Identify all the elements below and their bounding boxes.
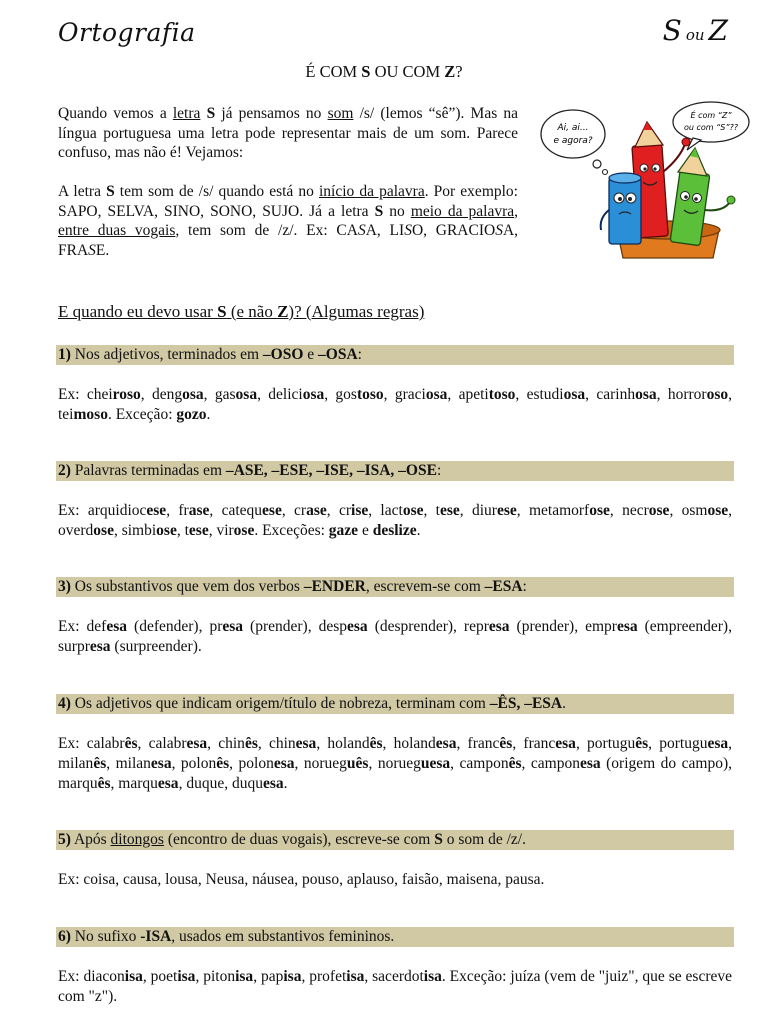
example-text: , franc bbox=[456, 735, 500, 752]
header-s-ou-z bbox=[663, 14, 728, 47]
underlined-som: som bbox=[327, 105, 354, 122]
example-bold-ending: ose bbox=[648, 502, 670, 519]
text: (encontro de duas vogais), escreve-se com bbox=[163, 831, 435, 848]
example-text: , vir bbox=[208, 522, 234, 539]
example-bold-ending: esa bbox=[262, 775, 284, 792]
example-text: (defender), pr bbox=[127, 618, 223, 635]
rule-4-examples bbox=[58, 734, 732, 794]
text: no bbox=[383, 202, 411, 220]
bold-suffix: –OSO bbox=[262, 346, 304, 363]
title-mid: OU COM bbox=[370, 62, 445, 81]
example-text: (prender), desp bbox=[243, 618, 348, 635]
example-bold-ending: ês bbox=[244, 735, 258, 752]
underlined-ditongos: ditongos bbox=[110, 831, 164, 848]
example-text: , catequ bbox=[209, 502, 263, 519]
example-text: , t bbox=[176, 522, 189, 539]
example-text: . Exceção: bbox=[107, 406, 177, 423]
example-text: , chin bbox=[207, 735, 245, 752]
rule-3-heading bbox=[56, 577, 734, 597]
example-bold-ending: esa bbox=[555, 735, 576, 752]
example-text: , osm bbox=[669, 502, 708, 519]
bold-suffix: –OSA bbox=[318, 346, 358, 363]
title-prefix: É COM bbox=[305, 62, 362, 81]
text: E. bbox=[95, 241, 110, 259]
example-text: . bbox=[416, 522, 421, 539]
rule-1-heading bbox=[56, 345, 734, 365]
text: já pensamos no bbox=[215, 105, 328, 122]
bubble-left-line-2: e agora? bbox=[553, 136, 593, 146]
rule-number: 4) bbox=[58, 695, 71, 712]
text: A letra bbox=[58, 183, 107, 200]
bold-s: S bbox=[206, 105, 216, 122]
example-bold-ending: ese bbox=[496, 502, 517, 519]
speech-bubble-right bbox=[673, 102, 749, 142]
example-bold-ending: ese bbox=[188, 522, 209, 539]
underlined-inicio: início da palavra bbox=[319, 183, 425, 200]
italic-s: S bbox=[88, 241, 96, 259]
text: /s/ (lemos “sê”). Mas na língua portuguesa uma letra pode representar mais de um som. Parece confuso, mas não é! Vejamos: bbox=[58, 105, 518, 161]
example-bold-ending: uês bbox=[346, 755, 369, 772]
example-bold-ending: osa bbox=[235, 386, 258, 403]
example-bold-ending: isa bbox=[283, 968, 302, 985]
example-bold-ending: moso bbox=[73, 406, 108, 423]
text: Palavras terminadas em bbox=[70, 462, 226, 479]
example-text: , portugu bbox=[648, 735, 708, 752]
example-bold-ending: ase bbox=[306, 502, 327, 519]
example-bold-ending: ese bbox=[146, 502, 167, 519]
italic-s: S bbox=[357, 222, 366, 239]
blue-pencil bbox=[609, 178, 641, 244]
italic-s: S bbox=[404, 222, 412, 239]
header-ou: ou bbox=[685, 26, 705, 44]
text: , escrevem-se com bbox=[365, 578, 485, 595]
example-bold-ending: ês bbox=[508, 755, 522, 772]
example-text: , fr bbox=[166, 502, 189, 519]
example-bold-ending: esa bbox=[616, 618, 638, 635]
bubble-left-line-1: Ai, ai... bbox=[557, 123, 589, 133]
rule-number: 6) bbox=[58, 928, 71, 945]
example-text: , chin bbox=[257, 735, 296, 752]
example-text: , profet bbox=[301, 968, 347, 985]
example-text: , gas bbox=[203, 386, 236, 403]
example-text: , overd bbox=[58, 502, 733, 539]
example-text: , milan bbox=[58, 735, 733, 772]
example-bold-ending: deslize bbox=[372, 522, 417, 539]
example-text: . Exceção: juíza (vem de "juiz", que se escreve com "z"). bbox=[58, 968, 733, 1005]
example-bold-ending: esa bbox=[106, 618, 128, 635]
title-s: S bbox=[361, 62, 371, 81]
example-bold-ending: ose bbox=[233, 522, 255, 539]
example-text: , holand bbox=[316, 735, 370, 752]
example-bold-ending: gozo bbox=[176, 406, 207, 423]
example-text: , apeti bbox=[447, 386, 489, 403]
example-bold-ending: toso bbox=[356, 386, 384, 403]
rule-2-examples bbox=[58, 501, 732, 541]
title-suffix: ? bbox=[455, 62, 463, 81]
example-text: , delici bbox=[257, 386, 303, 403]
example-text: , tei bbox=[58, 386, 732, 423]
example-bold-ending: osa bbox=[302, 386, 325, 403]
example-bold-ending: esa bbox=[150, 755, 172, 772]
bold-suffix: –ASE, –ESE, –ISE, –ISA, –OSE bbox=[225, 462, 437, 479]
example-text: , diur bbox=[459, 502, 497, 519]
example-text: , poet bbox=[142, 968, 178, 985]
pencils-illustration bbox=[535, 100, 750, 260]
example-text: , cr bbox=[326, 502, 352, 519]
example-bold-ending: esa bbox=[488, 618, 510, 635]
bubble-right-line-2: ou com “S”?? bbox=[684, 123, 738, 132]
text: (e não bbox=[226, 302, 278, 321]
text: . Por exemplo: SAPO, SELVA, SINO, SONO, SUJO. Já a letra bbox=[58, 183, 518, 220]
example-text: , cr bbox=[281, 502, 307, 519]
example-bold-ending: ês bbox=[124, 735, 138, 752]
example-text: , polon bbox=[229, 755, 274, 772]
example-bold-ending: ês bbox=[369, 735, 383, 752]
text: )? (Algumas regras) bbox=[288, 302, 425, 321]
bold-z: Z bbox=[277, 302, 289, 321]
example-text: , pap bbox=[253, 968, 284, 985]
example-text: , estudi bbox=[515, 386, 564, 403]
example-bold-ending: esa bbox=[222, 618, 244, 635]
example-bold-ending: esa bbox=[707, 735, 729, 752]
rule-6-heading bbox=[56, 927, 734, 947]
example-text: , campon bbox=[521, 755, 580, 772]
example-bold-ending: isa bbox=[235, 968, 254, 985]
bubble-right-line-1: É com “Z” bbox=[690, 111, 732, 120]
underlined-letra: letra bbox=[172, 105, 201, 122]
example-text: Ex: arquidioc bbox=[58, 502, 147, 519]
rule-1-examples bbox=[58, 385, 732, 425]
example-text: , polon bbox=[171, 755, 217, 772]
example-text: (empreender), surpr bbox=[58, 618, 732, 655]
example-bold-ending: uesa bbox=[420, 755, 451, 772]
bold-suffix: -ISA bbox=[140, 928, 172, 945]
example-text: , portugu bbox=[575, 735, 636, 752]
example-bold-ending: esa bbox=[157, 775, 179, 792]
example-text: , calabr bbox=[137, 735, 187, 752]
thought-bubble-left bbox=[541, 110, 605, 158]
example-text: , norueg bbox=[294, 755, 347, 772]
example-bold-ending: osa bbox=[182, 386, 204, 403]
text: Quando vemos a bbox=[58, 105, 173, 122]
example-text: , horror bbox=[656, 386, 707, 403]
rule-number: 3) bbox=[58, 578, 71, 595]
example-text: . Exceções: bbox=[254, 522, 329, 539]
example-text: Ex: coisa, causa, lousa, Neusa, náusea, pouso, aplauso, faisão, maisena, pausa. bbox=[58, 871, 545, 888]
example-text: , piton bbox=[195, 968, 236, 985]
example-bold-ending: esa bbox=[89, 638, 111, 655]
example-text: , graci bbox=[383, 386, 426, 403]
text: A, FRA bbox=[58, 222, 519, 259]
bold-s: S bbox=[434, 831, 443, 848]
example-text: , franc bbox=[512, 735, 556, 752]
example-bold-ending: ose bbox=[402, 502, 424, 519]
example-text: , norueg bbox=[368, 755, 421, 772]
bold-suffix: –ÊS, –ESA bbox=[489, 695, 563, 712]
example-bold-ending: ise bbox=[351, 502, 369, 519]
example-bold-ending: osa bbox=[563, 386, 586, 403]
text: Os adjetivos que indicam origem/título de nobreza, terminam com bbox=[70, 695, 490, 712]
example-text: . bbox=[283, 775, 288, 792]
text: , bbox=[514, 202, 518, 220]
bold-suffix: –ESA bbox=[484, 578, 523, 595]
example-bold-ending: osa bbox=[635, 386, 657, 403]
example-text: , metamorf bbox=[516, 502, 590, 519]
title-z: Z bbox=[444, 62, 456, 81]
example-bold-ending: ose bbox=[93, 522, 114, 539]
text: : bbox=[522, 578, 527, 595]
example-text: , deng bbox=[140, 386, 183, 403]
example-text: , sacerdot bbox=[364, 968, 424, 985]
example-bold-ending: toso bbox=[488, 386, 516, 403]
example-text: , milan bbox=[106, 755, 151, 772]
text: O, GRACIO bbox=[411, 222, 496, 239]
rule-6-examples bbox=[58, 967, 732, 1007]
rule-4-heading bbox=[56, 694, 734, 714]
page-title bbox=[0, 62, 768, 82]
text: e bbox=[303, 346, 319, 363]
example-text: , holand bbox=[382, 735, 436, 752]
example-text: Ex: calabr bbox=[58, 735, 125, 752]
example-bold-ending: ês bbox=[635, 735, 649, 752]
bold-s: S bbox=[374, 202, 384, 220]
text: , usados em substantivos femininos. bbox=[171, 928, 395, 945]
example-text: (origem do campo), marqu bbox=[58, 755, 733, 792]
text: o som de /z/. bbox=[442, 831, 526, 848]
text: A, LI bbox=[365, 222, 405, 239]
example-bold-ending: ase bbox=[188, 502, 210, 519]
example-bold-ending: esa bbox=[347, 618, 368, 635]
header-s: S bbox=[662, 14, 682, 47]
header-title: Ortografia bbox=[58, 18, 196, 47]
example-text: , duque, duqu bbox=[178, 775, 263, 792]
header-z: Z bbox=[708, 14, 728, 47]
text: Nos adjetivos, terminados em bbox=[70, 346, 263, 363]
text: E quando eu devo usar bbox=[58, 302, 218, 321]
rule-5-heading bbox=[56, 830, 734, 850]
example-bold-ending: ose bbox=[156, 522, 177, 539]
rule-number: 2) bbox=[58, 462, 71, 479]
text: Após bbox=[70, 831, 111, 848]
text: No sufixo bbox=[70, 928, 141, 945]
example-text: (surpreender). bbox=[110, 638, 202, 655]
example-text: Ex: chei bbox=[58, 386, 113, 403]
example-text: (prender), empr bbox=[509, 618, 617, 635]
example-text: , campon bbox=[450, 755, 509, 772]
text: . bbox=[562, 695, 566, 712]
example-text: , gos bbox=[324, 386, 357, 403]
example-bold-ending: ose bbox=[589, 502, 610, 519]
rule-5-examples bbox=[58, 870, 732, 890]
example-bold-ending: esa bbox=[435, 735, 457, 752]
example-bold-ending: ese bbox=[262, 502, 282, 519]
example-text: e bbox=[358, 522, 373, 539]
example-bold-ending: ês bbox=[93, 755, 107, 772]
example-text: . bbox=[206, 406, 211, 423]
rule-number: 5) bbox=[58, 831, 71, 848]
example-bold-ending: ês bbox=[499, 735, 513, 752]
bold-s: S bbox=[217, 302, 227, 321]
text: , tem som de /z/. Ex: CA bbox=[175, 222, 358, 239]
example-bold-ending: ês bbox=[97, 775, 111, 792]
example-bold-ending: isa bbox=[423, 968, 442, 985]
example-text: , necr bbox=[609, 502, 649, 519]
intro-paragraph-2 bbox=[58, 182, 518, 260]
example-text: (desprender), repr bbox=[367, 618, 489, 635]
example-bold-ending: isa bbox=[346, 968, 365, 985]
example-bold-ending: ês bbox=[216, 755, 230, 772]
example-bold-ending: esa bbox=[579, 755, 601, 772]
italic-s: S bbox=[495, 222, 503, 239]
example-bold-ending: ese bbox=[440, 502, 460, 519]
example-bold-ending: gaze bbox=[328, 522, 359, 539]
example-bold-ending: osa bbox=[425, 386, 448, 403]
example-text: Ex: def bbox=[58, 618, 107, 635]
intro-paragraph-1 bbox=[58, 104, 518, 163]
example-bold-ending: ose bbox=[707, 502, 729, 519]
example-bold-ending: esa bbox=[186, 735, 208, 752]
rule-2-heading bbox=[56, 461, 734, 481]
example-text: , carinh bbox=[585, 386, 636, 403]
example-bold-ending: esa bbox=[295, 735, 317, 752]
example-bold-ending: esa bbox=[273, 755, 295, 772]
text: tem som de /s/ quando está no bbox=[114, 183, 319, 200]
example-bold-ending: roso bbox=[112, 386, 141, 403]
example-bold-ending: isa bbox=[124, 968, 143, 985]
example-text: , marqu bbox=[110, 775, 158, 792]
example-text: Ex: diacon bbox=[58, 968, 125, 985]
example-text: , lact bbox=[368, 502, 403, 519]
example-bold-ending: isa bbox=[177, 968, 196, 985]
underlined-meio: meio da palavra bbox=[410, 202, 515, 220]
rule-3-examples bbox=[58, 617, 732, 657]
underlined-entre: entre duas vogais bbox=[58, 222, 176, 239]
rules-heading bbox=[58, 302, 424, 322]
text: : bbox=[436, 462, 442, 479]
text: : bbox=[357, 346, 362, 363]
example-bold-ending: oso bbox=[706, 386, 729, 403]
text: Os substantivos que vem dos verbos bbox=[70, 578, 304, 595]
example-text: , simbi bbox=[113, 522, 157, 539]
bold-s: S bbox=[106, 183, 115, 200]
rule-number: 1) bbox=[58, 346, 71, 363]
example-text: , t bbox=[423, 502, 440, 519]
bold-suffix: –ENDER bbox=[303, 578, 366, 595]
